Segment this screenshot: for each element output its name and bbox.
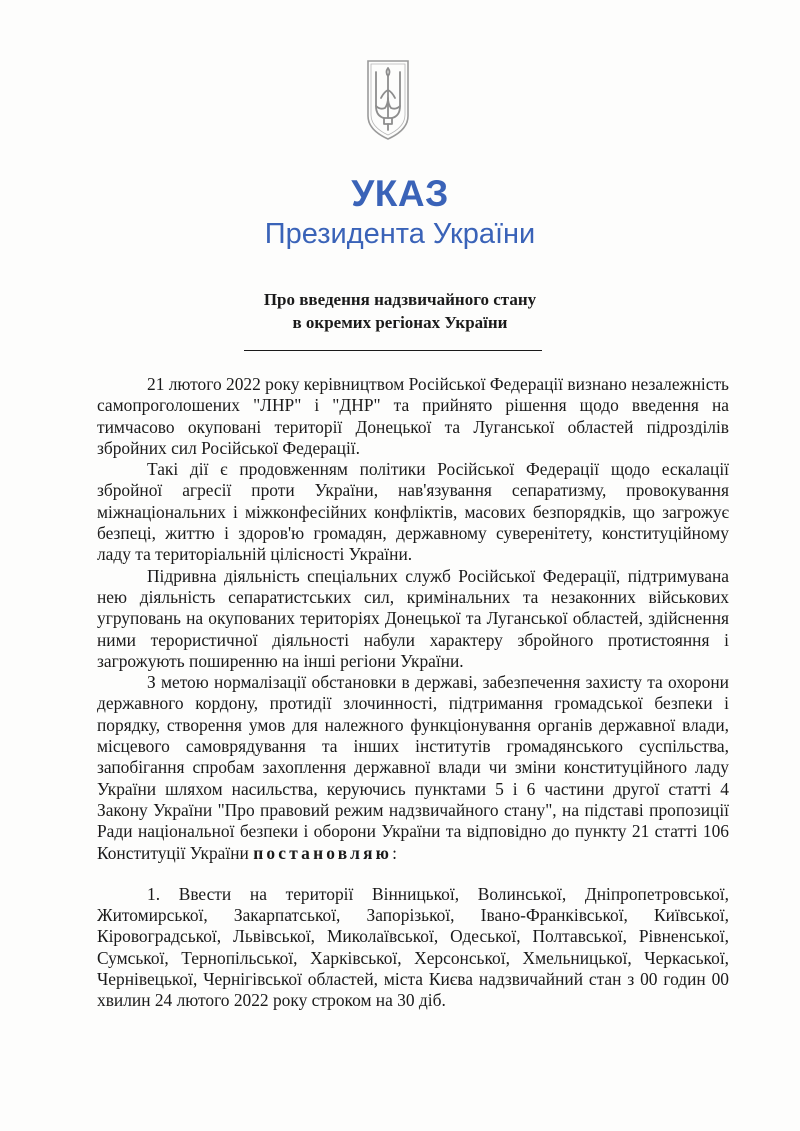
document-subtitle: Президента України <box>264 218 536 250</box>
paragraph-2: Такі дії є продовженням політики Російської Федерації щодо ескалації збройної агресії проти України, нав'язування сепаратизму, провокування міжнаціональних і міжконфесійних конфліктів, масових безпорядків, що загрожує безпеці, життю і здоров'ю громадян, державному суверенітету, конституційному ладу та територіальній цілісності України. <box>97 459 729 565</box>
trident-emblem-icon <box>365 58 411 142</box>
document-subject <box>0 288 800 334</box>
document-title: УКАЗ <box>351 173 449 214</box>
decree-body <box>97 374 729 1012</box>
paragraph-1: 21 лютого 2022 року керівництвом Російської Федерації визнано незалежність самопроголошених "ЛНР" і "ДНР" та прийнято рішення щодо введення на тимчасово окуповані території Донецької та Луганської областей підрозділів збройних сил Російської Федерації. <box>97 374 729 458</box>
paragraph-3: Підривна діяльність спеціальних служб Російської Федерації, підтримувана нею діяльність сепаратистських сил, кримінальних та незаконних військових угруповань на окупованих територіях Донецької та Луганської областей, здійснення ними терористичної діяльності набули характеру збройного протистояння і загрожують поширенню на інші регіони України. <box>97 565 729 671</box>
decree-keyword: постановляю <box>253 842 393 863</box>
paragraph-4 <box>97 672 729 864</box>
subject-line-1: Про введення надзвичайного стану <box>263 290 537 309</box>
paragraph-4-end: : <box>392 842 398 863</box>
subject-line-2: в окремих регіонах України <box>292 313 508 332</box>
paragraph-4-text: З метою нормалізації обстановки в державі, забезпечення захисту та охорони державного кордону, протидії злочинності, підтримання громадської безпеки і порядку, створення умов для належного функціонування органів державної влади, місцевого самоврядування та інших інститутів громадянського суспільства, запобігання спробам захоплення державної влади чи зміни конституційного ладу України шляхом насильства, керуючись пунктами 5 і 6 частини другої статті 4 Закону України "Про правовий режим надзвичайного стану", на підставі пропозиції Ради національної безпеки і оборони України та відповідно до пункту 21 статті 106 Конституції України <box>97 672 729 863</box>
separator-line <box>244 350 542 351</box>
paragraph-5: 1. Ввести на території Вінницької, Волинської, Дніпропетровської, Житомирської, Закарпатської, Запорізької, Івано-Франківської, Київської, Кіровоградської, Львівської, Миколаївської, Одеської, Полтавської, Рівненської, Сумської, Тернопільської, Харківської, Херсонської, Хмельницької, Черкаської, Чернівецької, Чернігівської областей, міста Києва надзвичайний стан з 00 годин 00 хвилин 24 лютого 2022 року строком на 30 діб. <box>97 883 729 1011</box>
